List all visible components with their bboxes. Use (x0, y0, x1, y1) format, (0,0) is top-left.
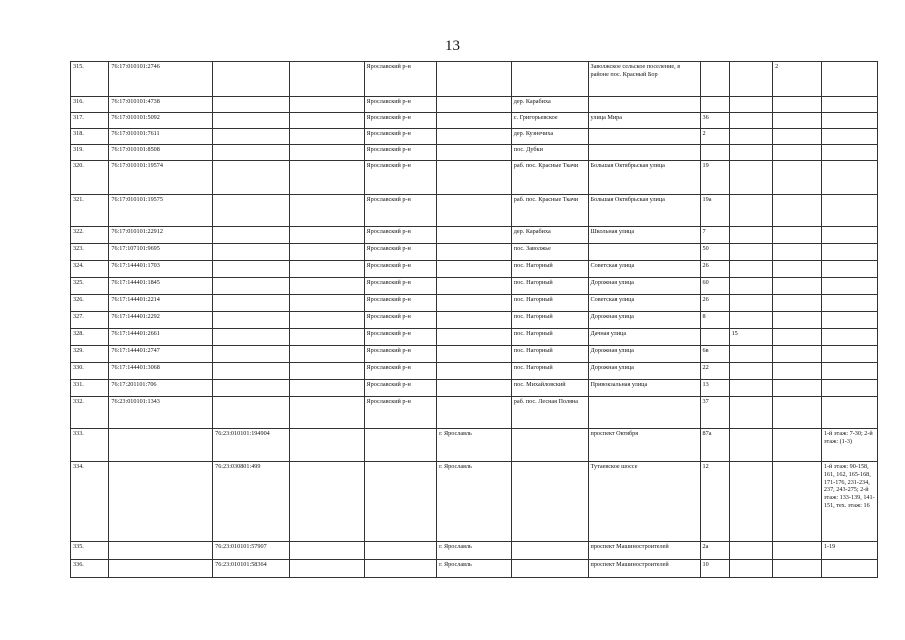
cell-n: 323. (71, 244, 109, 261)
cell-house: 2а (700, 542, 729, 560)
cell-b (729, 380, 773, 397)
table-row (71, 261, 878, 278)
cell-a (289, 113, 364, 129)
cell-d (821, 161, 877, 195)
cell-a (289, 145, 364, 161)
cell-d (821, 295, 877, 312)
cell-b (729, 113, 773, 129)
cell-c (773, 560, 822, 578)
cell-n: 333. (71, 429, 109, 462)
cell-street: Дачная улица (588, 329, 700, 346)
table-row (71, 278, 878, 295)
cell-a (289, 542, 364, 560)
cell-city (437, 261, 512, 278)
cell-city (437, 397, 512, 429)
cell-district (364, 542, 437, 560)
cell-a (289, 397, 364, 429)
cell-cad2 (213, 295, 290, 312)
cell-settlement: пос. Нагорный (511, 295, 588, 312)
cell-house: 19 (700, 161, 729, 195)
cell-settlement: с. Григорьевское (511, 113, 588, 129)
cell-a (289, 363, 364, 380)
cell-street: Дорожная улица (588, 312, 700, 329)
cell-cad1 (109, 462, 213, 542)
cell-street: Дорожная улица (588, 363, 700, 380)
cell-n: 328. (71, 329, 109, 346)
cell-settlement: раб. пос. Красные Ткачи (511, 161, 588, 195)
cell-d (821, 278, 877, 295)
cell-house: 7 (700, 227, 729, 244)
cell-settlement (511, 542, 588, 560)
cell-house (700, 329, 729, 346)
cell-c (773, 329, 822, 346)
cell-c (773, 261, 822, 278)
cell-house: 26 (700, 261, 729, 278)
cell-settlement: раб. пос. Лесная Поляна (511, 397, 588, 429)
cell-cad2 (213, 195, 290, 227)
cell-settlement: пос. Дубки (511, 145, 588, 161)
cell-c (773, 397, 822, 429)
cell-cad2 (213, 363, 290, 380)
cell-street: Большая Октябрьская улица (588, 195, 700, 227)
cell-d (821, 312, 877, 329)
cell-city (437, 346, 512, 363)
cell-house: 50 (700, 244, 729, 261)
cell-settlement: дер. Карабиха (511, 97, 588, 113)
cell-c (773, 462, 822, 542)
cell-house: 13 (700, 380, 729, 397)
cell-a (289, 278, 364, 295)
cell-b (729, 129, 773, 145)
cell-c (773, 429, 822, 462)
cell-n: 325. (71, 278, 109, 295)
cell-district: Ярославский р-н (364, 312, 437, 329)
cell-street: улица Мира (588, 113, 700, 129)
cell-c (773, 380, 822, 397)
cell-b (729, 363, 773, 380)
cell-cad2 (213, 97, 290, 113)
cell-c (773, 542, 822, 560)
cell-district: Ярославский р-н (364, 363, 437, 380)
cell-a (289, 560, 364, 578)
cell-n: 327. (71, 312, 109, 329)
cell-cad1: 76:17:107101:9695 (109, 244, 213, 261)
cell-a (289, 62, 364, 97)
cell-d (821, 113, 877, 129)
registry-table (70, 61, 878, 578)
cell-b (729, 429, 773, 462)
cell-d (821, 346, 877, 363)
cell-d (821, 244, 877, 261)
cell-house: 37 (700, 397, 729, 429)
cell-a (289, 129, 364, 145)
table-row (71, 560, 878, 578)
cell-house: 26 (700, 295, 729, 312)
cell-city: г. Ярославль (437, 429, 512, 462)
cell-cad1: 76:17:010101:5092 (109, 113, 213, 129)
cell-d (821, 560, 877, 578)
cell-b (729, 462, 773, 542)
cell-street: Привокзальная улица (588, 380, 700, 397)
cell-n: 317. (71, 113, 109, 129)
cell-district: Ярославский р-н (364, 113, 437, 129)
cell-city (437, 62, 512, 97)
cell-a (289, 227, 364, 244)
cell-street: Советская улица (588, 295, 700, 312)
cell-a (289, 329, 364, 346)
cell-house (700, 145, 729, 161)
cell-house: 19а (700, 195, 729, 227)
cell-a (289, 429, 364, 462)
table-row (71, 346, 878, 363)
cell-n: 334. (71, 462, 109, 542)
cell-a (289, 195, 364, 227)
cell-c (773, 278, 822, 295)
cell-cad2 (213, 227, 290, 244)
cell-cad1 (109, 429, 213, 462)
cell-c (773, 346, 822, 363)
cell-cad1: 76:17:144401:2292 (109, 312, 213, 329)
table-row (71, 542, 878, 560)
cell-settlement: пос. Нагорный (511, 329, 588, 346)
cell-house: 87а (700, 429, 729, 462)
cell-street (588, 97, 700, 113)
cell-cad1: 76:23:010101:1343 (109, 397, 213, 429)
cell-cad2 (213, 113, 290, 129)
cell-city (437, 380, 512, 397)
cell-c (773, 145, 822, 161)
cell-cad1 (109, 542, 213, 560)
cell-city: г. Ярославль (437, 560, 512, 578)
cell-street: Тутаевское шоссе (588, 462, 700, 542)
cell-street: проспект Машиностроителей (588, 560, 700, 578)
cell-settlement: раб. пос. Красные Ткачи (511, 195, 588, 227)
cell-city (437, 329, 512, 346)
cell-n: 320. (71, 161, 109, 195)
cell-cad1: 76:17:144401:3068 (109, 363, 213, 380)
cell-district: Ярославский р-н (364, 129, 437, 145)
cell-cad1: 76:17:010101:19575 (109, 195, 213, 227)
cell-cad2 (213, 380, 290, 397)
cell-district: Ярославский р-н (364, 295, 437, 312)
table-row (71, 312, 878, 329)
cell-n: 318. (71, 129, 109, 145)
cell-street (588, 397, 700, 429)
cell-district: Ярославский р-н (364, 397, 437, 429)
cell-city (437, 295, 512, 312)
cell-district: Ярославский р-н (364, 161, 437, 195)
cell-c (773, 312, 822, 329)
cell-city: г. Ярославль (437, 542, 512, 560)
cell-house (700, 62, 729, 97)
table-row (71, 429, 878, 462)
cell-district (364, 560, 437, 578)
table-row (71, 397, 878, 429)
cell-cad2 (213, 62, 290, 97)
cell-cad1: 76:17:010101:4738 (109, 97, 213, 113)
cell-settlement: пос. Заволжье (511, 244, 588, 261)
cell-district (364, 429, 437, 462)
cell-cad2 (213, 346, 290, 363)
cell-house: 60 (700, 278, 729, 295)
cell-street (588, 129, 700, 145)
cell-house: 22 (700, 363, 729, 380)
cell-n: 331. (71, 380, 109, 397)
cell-cad2: 76:23:010101:57907 (213, 542, 290, 560)
cell-city (437, 129, 512, 145)
cell-c (773, 244, 822, 261)
cell-b (729, 244, 773, 261)
cell-city (437, 97, 512, 113)
cell-district: Ярославский р-н (364, 145, 437, 161)
cell-d (821, 62, 877, 97)
cell-cad2 (213, 129, 290, 145)
cell-cad1: 76:17:144401:2214 (109, 295, 213, 312)
cell-c: 2 (773, 62, 822, 97)
cell-street: проспект Машиностроителей (588, 542, 700, 560)
cell-cad1: 76:17:201101:706 (109, 380, 213, 397)
cell-cad2 (213, 261, 290, 278)
cell-cad1: 76:17:144401:2661 (109, 329, 213, 346)
cell-b (729, 97, 773, 113)
cell-city (437, 278, 512, 295)
cell-street: Большая Октябрьская улица (588, 161, 700, 195)
cell-settlement: пос. Михайловский (511, 380, 588, 397)
table-row (71, 363, 878, 380)
cell-d (821, 227, 877, 244)
cell-b (729, 346, 773, 363)
cell-d (821, 97, 877, 113)
cell-n: 336. (71, 560, 109, 578)
cell-city (437, 195, 512, 227)
cell-cad1: 76:17:144401:1845 (109, 278, 213, 295)
cell-n: 326. (71, 295, 109, 312)
cell-settlement (511, 429, 588, 462)
cell-cad1: 76:17:010101:7611 (109, 129, 213, 145)
cell-cad2 (213, 397, 290, 429)
cell-b (729, 145, 773, 161)
cell-street (588, 244, 700, 261)
cell-settlement (511, 560, 588, 578)
cell-street: Дорожная улица (588, 346, 700, 363)
cell-d (821, 329, 877, 346)
cell-b (729, 560, 773, 578)
cell-b (729, 195, 773, 227)
cell-city (437, 244, 512, 261)
cell-cad2 (213, 244, 290, 261)
cell-district: Ярославский р-н (364, 62, 437, 97)
cell-c (773, 195, 822, 227)
cell-street: Заволжское сельское поселение, в районе пос. Красный Бор (588, 62, 700, 97)
cell-b: 15 (729, 329, 773, 346)
cell-c (773, 161, 822, 195)
cell-b (729, 161, 773, 195)
cell-n: 335. (71, 542, 109, 560)
cell-b (729, 261, 773, 278)
cell-b (729, 542, 773, 560)
cell-b (729, 278, 773, 295)
cell-a (289, 161, 364, 195)
cell-settlement: пос. Нагорный (511, 312, 588, 329)
cell-district: Ярославский р-н (364, 97, 437, 113)
cell-street: Школьная улица (588, 227, 700, 244)
cell-d (821, 397, 877, 429)
cell-house: 8 (700, 312, 729, 329)
cell-cad2: 76:23:010101:194904 (213, 429, 290, 462)
cell-house: 6в (700, 346, 729, 363)
cell-city (437, 363, 512, 380)
cell-city (437, 145, 512, 161)
cell-city (437, 227, 512, 244)
table-row (71, 380, 878, 397)
cell-district: Ярославский р-н (364, 227, 437, 244)
table-row (71, 161, 878, 195)
cell-district: Ярославский р-н (364, 346, 437, 363)
cell-d (821, 129, 877, 145)
cell-a (289, 312, 364, 329)
cell-d (821, 363, 877, 380)
table-row (71, 97, 878, 113)
cell-district: Ярославский р-н (364, 380, 437, 397)
cell-house (700, 97, 729, 113)
cell-house: 10 (700, 560, 729, 578)
table-row (71, 244, 878, 261)
cell-settlement: пос. Нагорный (511, 346, 588, 363)
cell-a (289, 380, 364, 397)
cell-cad1: 76:17:010101:22912 (109, 227, 213, 244)
cell-c (773, 363, 822, 380)
cell-cad2 (213, 312, 290, 329)
table-row (71, 227, 878, 244)
cell-c (773, 129, 822, 145)
cell-district: Ярославский р-н (364, 329, 437, 346)
cell-cad1: 76:17:010101:2746 (109, 62, 213, 97)
cell-city (437, 312, 512, 329)
cell-cad1: 76:17:010101:8508 (109, 145, 213, 161)
cell-b (729, 227, 773, 244)
cell-city (437, 161, 512, 195)
cell-cad1: 76:17:010101:19574 (109, 161, 213, 195)
cell-cad1: 76:17:144401:1703 (109, 261, 213, 278)
cell-d: 1-й этаж: 90-158, 161, 162, 165-168, 171-176, 231-234, 237, 243-275; 2-й этаж: 133-139, 141-151, тех. этаж: 16 (821, 462, 877, 542)
cell-settlement: дер. Кузнечиха (511, 129, 588, 145)
cell-district: Ярославский р-н (364, 195, 437, 227)
table-row (71, 62, 878, 97)
cell-house: 36 (700, 113, 729, 129)
cell-cad1 (109, 560, 213, 578)
cell-city (437, 113, 512, 129)
cell-c (773, 113, 822, 129)
cell-cad2: 76:23:010101:58364 (213, 560, 290, 578)
table-row (71, 145, 878, 161)
cell-a (289, 462, 364, 542)
cell-settlement: пос. Нагорный (511, 261, 588, 278)
cell-a (289, 97, 364, 113)
cell-d (821, 380, 877, 397)
cell-settlement: пос. Нагорный (511, 278, 588, 295)
cell-street: проспект Октября (588, 429, 700, 462)
cell-cad2 (213, 329, 290, 346)
cell-b (729, 295, 773, 312)
cell-n: 330. (71, 363, 109, 380)
cell-cad2 (213, 278, 290, 295)
cell-cad2 (213, 161, 290, 195)
cell-c (773, 97, 822, 113)
cell-settlement: пос. Нагорный (511, 363, 588, 380)
cell-n: 319. (71, 145, 109, 161)
cell-b (729, 312, 773, 329)
cell-city: г. Ярославль (437, 462, 512, 542)
table-row (71, 195, 878, 227)
cell-cad1: 76:17:144401:2747 (109, 346, 213, 363)
cell-district: Ярославский р-н (364, 244, 437, 261)
cell-house: 2 (700, 129, 729, 145)
cell-a (289, 346, 364, 363)
cell-settlement (511, 62, 588, 97)
cell-a (289, 244, 364, 261)
cell-street: Дорожная улица (588, 278, 700, 295)
cell-a (289, 295, 364, 312)
table-row (71, 329, 878, 346)
cell-n: 316. (71, 97, 109, 113)
cell-settlement: дер. Карабиха (511, 227, 588, 244)
cell-c (773, 295, 822, 312)
cell-d (821, 195, 877, 227)
cell-n: 315. (71, 62, 109, 97)
table-row (71, 129, 878, 145)
cell-settlement (511, 462, 588, 542)
cell-district: Ярославский р-н (364, 278, 437, 295)
cell-cad2 (213, 145, 290, 161)
cell-n: 329. (71, 346, 109, 363)
cell-cad2: 76:23:030801:499 (213, 462, 290, 542)
cell-b (729, 397, 773, 429)
cell-street: Советская улица (588, 261, 700, 278)
table-row (71, 113, 878, 129)
cell-house: 12 (700, 462, 729, 542)
cell-district: Ярославский р-н (364, 261, 437, 278)
cell-district (364, 462, 437, 542)
table-row (71, 295, 878, 312)
cell-d: 1-19 (821, 542, 877, 560)
cell-n: 321. (71, 195, 109, 227)
table-row (71, 462, 878, 542)
cell-d: 1-й этаж: 7-30; 2-й этаж: (1-3) (821, 429, 877, 462)
cell-n: 324. (71, 261, 109, 278)
cell-street (588, 145, 700, 161)
cell-b (729, 62, 773, 97)
cell-n: 332. (71, 397, 109, 429)
cell-a (289, 261, 364, 278)
cell-c (773, 227, 822, 244)
cell-d (821, 261, 877, 278)
cell-d (821, 145, 877, 161)
cell-n: 322. (71, 227, 109, 244)
page-number: 13 (445, 38, 460, 54)
